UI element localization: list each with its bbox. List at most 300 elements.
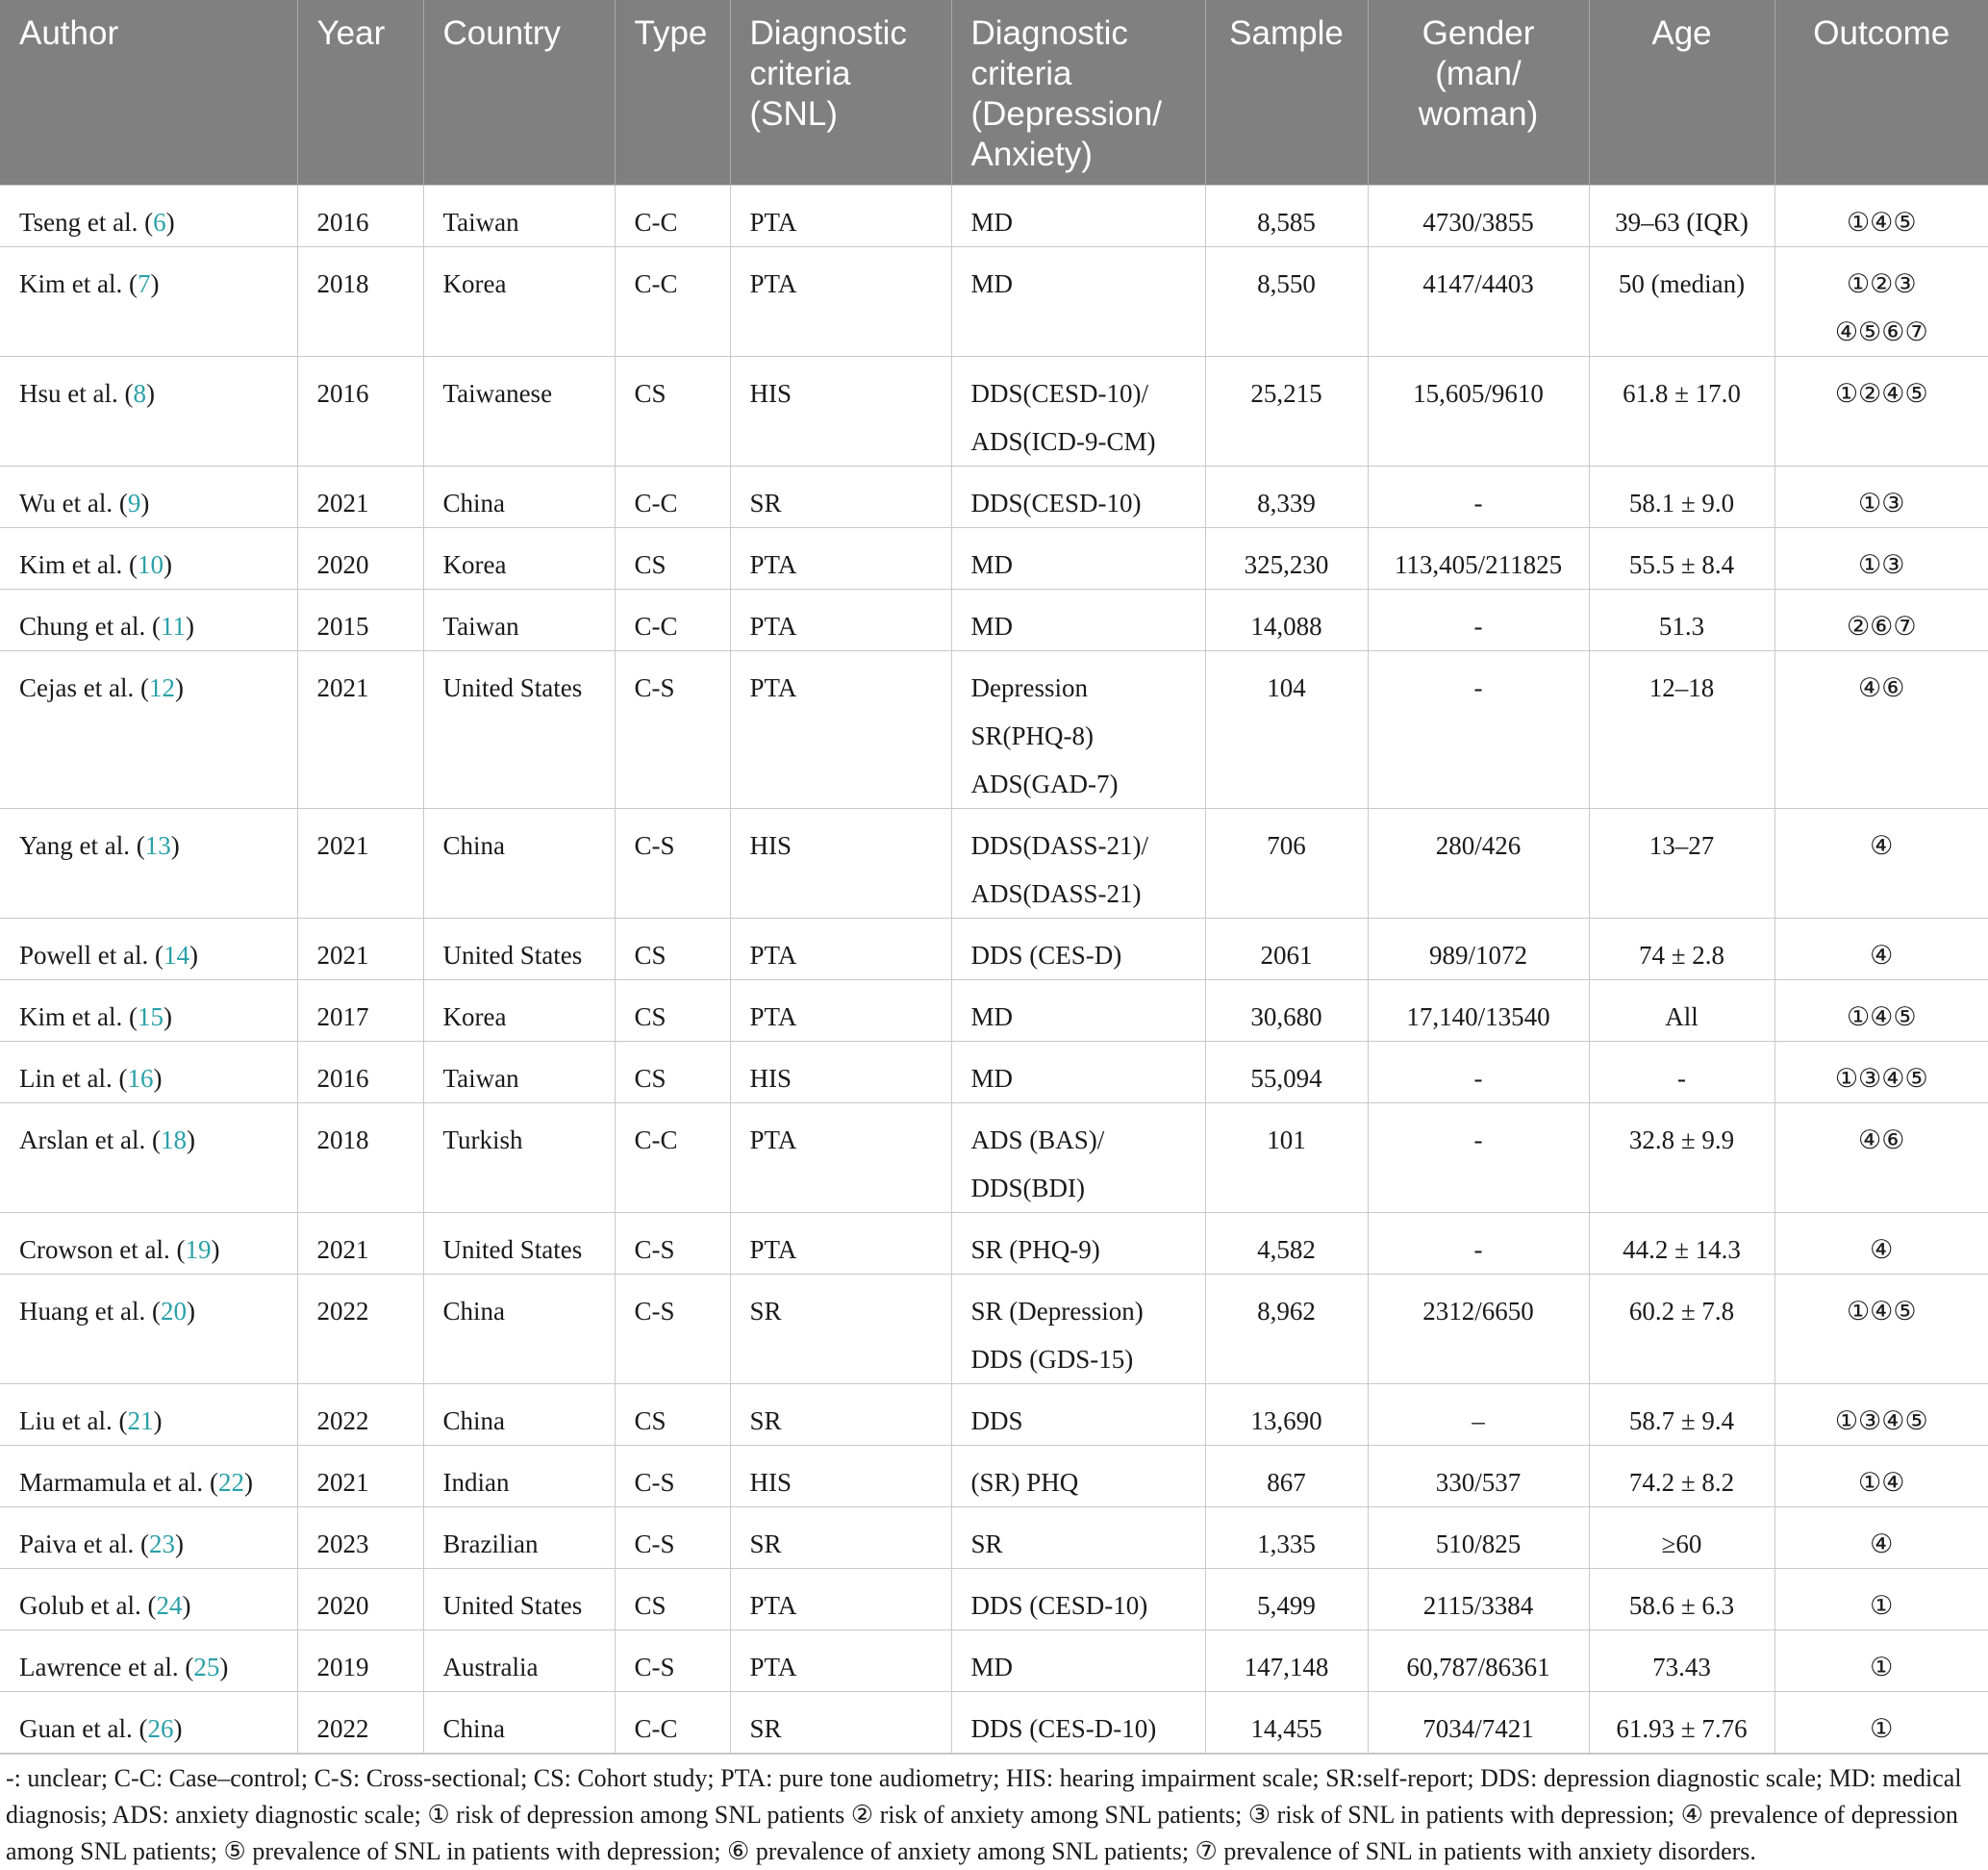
country-cell-text: Korea — [442, 1002, 507, 1031]
snl-criteria-cell — [730, 467, 951, 528]
year-cell-text: 2018 — [316, 269, 369, 298]
author-name: Golub et al. — [19, 1591, 141, 1620]
sample-cell-text: 25,215 — [1250, 379, 1322, 408]
year-cell-text: 2019 — [316, 1653, 369, 1681]
gender-cell — [1368, 1042, 1589, 1103]
gender-cell-text: 7034/7421 — [1422, 1714, 1534, 1743]
country-cell-text: Taiwan — [442, 1064, 519, 1093]
table-row — [0, 980, 1988, 1042]
country-cell — [423, 528, 615, 590]
sample-cell — [1205, 357, 1368, 467]
sample-cell-text: 5,499 — [1257, 1591, 1316, 1620]
type-cell — [615, 919, 730, 980]
depression-criteria-cell-line: DDS (CES-D) — [970, 941, 1122, 970]
header-line: (Depression/ — [970, 95, 1162, 133]
country-cell-text: Korea — [442, 550, 507, 579]
gender-cell-text: 15,605/9610 — [1413, 379, 1544, 408]
reference-link[interactable]: 18 — [160, 1125, 187, 1154]
country-cell-text: Indian — [442, 1468, 510, 1497]
outcome-cell — [1774, 1042, 1988, 1103]
gender-cell — [1368, 809, 1589, 919]
outcome-cell-line: ④⑥ — [1858, 673, 1905, 702]
age-cell-text: 32.8 ± 9.9 — [1628, 1125, 1735, 1154]
age-cell — [1589, 1275, 1774, 1384]
year-cell — [297, 467, 423, 528]
reference-link[interactable]: 10 — [137, 550, 164, 579]
snl-criteria-cell-text: PTA — [749, 1591, 797, 1620]
header-gender — [1368, 0, 1589, 186]
country-cell-text: United States — [442, 941, 583, 970]
header-line: Gender — [1422, 14, 1535, 52]
depression-criteria-cell — [951, 528, 1205, 590]
year-cell-text: 2021 — [316, 941, 369, 970]
type-cell — [615, 1384, 730, 1446]
year-cell — [297, 1103, 423, 1213]
year-cell — [297, 528, 423, 590]
country-cell — [423, 186, 615, 247]
gender-cell — [1368, 1507, 1589, 1569]
country-cell-text: China — [442, 831, 505, 860]
sample-cell-text: 55,094 — [1250, 1064, 1322, 1093]
year-cell — [297, 1042, 423, 1103]
country-cell-text: Brazilian — [442, 1529, 539, 1558]
sample-cell — [1205, 1692, 1368, 1754]
type-cell-text: C-S — [634, 673, 675, 702]
author-name: Guan et al. — [19, 1714, 133, 1743]
gender-cell-text: - — [1473, 612, 1483, 641]
year-cell-text: 2022 — [316, 1714, 369, 1743]
gender-cell — [1368, 980, 1589, 1042]
gender-cell-text: 113,405/211825 — [1394, 550, 1563, 579]
outcome-cell — [1774, 247, 1988, 357]
header-line: Type — [634, 14, 708, 52]
header-row — [0, 0, 1988, 186]
header-line: (SNL) — [749, 95, 838, 133]
country-cell — [423, 357, 615, 467]
reference-link[interactable]: 24 — [156, 1591, 183, 1620]
type-cell — [615, 247, 730, 357]
snl-criteria-cell — [730, 919, 951, 980]
sample-cell-text: 2061 — [1260, 941, 1313, 970]
depression-criteria-cell-line: MD — [970, 1064, 1014, 1093]
sample-cell-text: 8,585 — [1257, 208, 1316, 237]
table-body — [0, 186, 1988, 1754]
depression-criteria-cell-line: DDS(BDI) — [970, 1174, 1085, 1202]
age-cell-text: 60.2 ± 7.8 — [1628, 1297, 1735, 1326]
age-cell-text: 58.6 ± 6.3 — [1628, 1591, 1735, 1620]
country-cell-text: China — [442, 1297, 505, 1326]
type-cell — [615, 1692, 730, 1754]
year-cell — [297, 590, 423, 651]
country-cell-text: Taiwan — [442, 208, 519, 237]
age-cell — [1589, 1103, 1774, 1213]
age-cell-text: 12–18 — [1648, 673, 1715, 702]
table-row — [0, 590, 1988, 651]
table-row — [0, 1692, 1988, 1754]
snl-criteria-cell — [730, 528, 951, 590]
header-outcome — [1774, 0, 1988, 186]
country-cell — [423, 651, 615, 809]
country-cell — [423, 919, 615, 980]
type-cell-text: C-S — [634, 1468, 675, 1497]
author-name: Lin et al. — [19, 1064, 113, 1093]
gender-cell — [1368, 1630, 1589, 1692]
type-cell-text: C-S — [634, 1529, 675, 1558]
age-cell — [1589, 590, 1774, 651]
header-line: criteria — [749, 55, 851, 92]
reference-link[interactable]: 13 — [144, 831, 171, 860]
age-cell — [1589, 467, 1774, 528]
outcome-cell-line: ① — [1870, 1653, 1894, 1681]
age-cell-text: 55.5 ± 8.4 — [1628, 550, 1735, 579]
sample-cell — [1205, 1042, 1368, 1103]
gender-cell — [1368, 357, 1589, 467]
depression-criteria-cell — [951, 1384, 1205, 1446]
type-cell-text: C-C — [634, 489, 678, 518]
table-row — [0, 1569, 1988, 1630]
country-cell-text: Taiwan — [442, 612, 519, 641]
age-cell — [1589, 247, 1774, 357]
snl-criteria-cell — [730, 1384, 951, 1446]
table-row — [0, 247, 1988, 357]
header-diagnostic-criteria-snl — [730, 0, 951, 186]
outcome-cell-line: ④⑤⑥⑦ — [1834, 317, 1928, 346]
depression-criteria-cell — [951, 1275, 1205, 1384]
year-cell-text: 2021 — [316, 1235, 369, 1264]
type-cell — [615, 651, 730, 809]
type-cell — [615, 1275, 730, 1384]
country-cell — [423, 247, 615, 357]
sample-cell — [1205, 590, 1368, 651]
outcome-cell-line: ①②③ — [1846, 269, 1917, 298]
country-cell-text: United States — [442, 1235, 583, 1264]
country-cell — [423, 1507, 615, 1569]
table-row — [0, 1446, 1988, 1507]
snl-criteria-cell-text: PTA — [749, 1235, 797, 1264]
sample-cell-text: 14,455 — [1250, 1714, 1322, 1743]
gender-cell-text: 280/426 — [1435, 831, 1522, 860]
outcome-cell-line: ④ — [1870, 941, 1894, 970]
snl-criteria-cell-text: PTA — [749, 269, 797, 298]
table-row — [0, 1103, 1988, 1213]
year-cell — [297, 1507, 423, 1569]
sample-cell — [1205, 1275, 1368, 1384]
depression-criteria-cell-line: Depression — [970, 673, 1088, 702]
gender-cell — [1368, 1692, 1589, 1754]
country-cell — [423, 1213, 615, 1275]
author-cell: Kim et al. (7) — [0, 247, 297, 357]
sample-cell-text: 147,148 — [1244, 1653, 1329, 1681]
sample-cell-text: 104 — [1267, 673, 1306, 702]
snl-criteria-cell — [730, 1103, 951, 1213]
sample-cell — [1205, 1630, 1368, 1692]
snl-criteria-cell — [730, 651, 951, 809]
year-cell-text: 2021 — [316, 673, 369, 702]
type-cell — [615, 1630, 730, 1692]
sample-cell-text: 4,582 — [1257, 1235, 1316, 1264]
reference-link[interactable]: 21 — [127, 1406, 154, 1435]
outcome-cell-line: ①④⑤ — [1846, 1002, 1917, 1031]
reference-link[interactable]: 11 — [160, 612, 186, 641]
age-cell — [1589, 1630, 1774, 1692]
year-cell-text: 2020 — [316, 550, 369, 579]
snl-criteria-cell-text: SR — [749, 1529, 782, 1558]
outcome-cell-line: ①④⑤ — [1846, 208, 1917, 237]
sample-cell — [1205, 186, 1368, 247]
author-name: Cejas et al. — [19, 673, 135, 702]
depression-criteria-cell-line: SR (Depression) — [970, 1297, 1144, 1326]
reference-link[interactable]: 20 — [160, 1297, 187, 1326]
author-cell: Kim et al. (10) — [0, 528, 297, 590]
reference-link[interactable]: 26 — [147, 1714, 174, 1743]
header-line: Sample — [1229, 14, 1344, 52]
header-line: Age — [1651, 14, 1712, 52]
snl-criteria-cell — [730, 1569, 951, 1630]
author-name: Arslan et al. — [19, 1125, 146, 1154]
gender-cell-text: 4147/4403 — [1422, 269, 1534, 298]
year-cell — [297, 919, 423, 980]
table-row — [0, 1042, 1988, 1103]
header-line: woman) — [1418, 95, 1539, 133]
author-name: Yang et al. — [19, 831, 131, 860]
depression-criteria-cell — [951, 651, 1205, 809]
country-cell-text: Australia — [442, 1653, 539, 1681]
table-row — [0, 809, 1988, 919]
country-cell — [423, 1630, 615, 1692]
country-cell — [423, 1042, 615, 1103]
author-name: Powell et al. — [19, 941, 149, 970]
depression-criteria-cell-line: MD — [970, 550, 1014, 579]
depression-criteria-cell — [951, 809, 1205, 919]
depression-criteria-cell-line: DDS(CESD-10) — [970, 489, 1142, 518]
age-cell-text: 39–63 (IQR) — [1615, 208, 1749, 237]
snl-criteria-cell-text: HIS — [749, 1064, 793, 1093]
header-line: Anxiety) — [970, 136, 1093, 173]
reference-link[interactable]: 16 — [127, 1064, 154, 1093]
gender-cell — [1368, 1213, 1589, 1275]
header-line: Year — [316, 14, 386, 52]
snl-criteria-cell — [730, 1042, 951, 1103]
reference-link[interactable]: 8 — [133, 379, 146, 408]
outcome-cell-line: ①④⑤ — [1846, 1297, 1917, 1326]
year-cell-text: 2020 — [316, 1591, 369, 1620]
type-cell-text: C-S — [634, 831, 675, 860]
age-cell — [1589, 980, 1774, 1042]
snl-criteria-cell-text: PTA — [749, 208, 797, 237]
header-line: Diagnostic — [970, 14, 1128, 52]
country-cell — [423, 1103, 615, 1213]
header-line: criteria — [970, 55, 1072, 92]
gender-cell-text: - — [1473, 489, 1483, 518]
age-cell — [1589, 1384, 1774, 1446]
reference-link[interactable]: 9 — [127, 489, 141, 518]
depression-criteria-cell — [951, 1507, 1205, 1569]
type-cell-text: C-S — [634, 1653, 675, 1681]
type-cell — [615, 1446, 730, 1507]
snl-criteria-cell-text: SR — [749, 1406, 782, 1435]
depression-criteria-cell — [951, 467, 1205, 528]
outcome-cell-line: ① — [1870, 1591, 1894, 1620]
author-name: Liu et al. — [19, 1406, 113, 1435]
header-country — [423, 0, 615, 186]
age-cell-text: 58.7 ± 9.4 — [1628, 1406, 1735, 1435]
outcome-cell — [1774, 1692, 1988, 1754]
header-line: Country — [442, 14, 562, 52]
author-cell: Arslan et al. (18) — [0, 1103, 297, 1213]
reference-link[interactable]: 25 — [193, 1653, 220, 1681]
depression-criteria-cell-line: ADS(GAD-7) — [970, 770, 1119, 798]
country-cell — [423, 980, 615, 1042]
year-cell — [297, 1275, 423, 1384]
outcome-cell — [1774, 186, 1988, 247]
sample-cell-text: 13,690 — [1250, 1406, 1322, 1435]
reference-link[interactable]: 7 — [137, 269, 151, 298]
type-cell-text: CS — [634, 1064, 667, 1093]
gender-cell — [1368, 919, 1589, 980]
table-row — [0, 357, 1988, 467]
age-cell — [1589, 651, 1774, 809]
type-cell-text: CS — [634, 550, 667, 579]
snl-criteria-cell — [730, 1446, 951, 1507]
age-cell-text: 13–27 — [1648, 831, 1715, 860]
depression-criteria-cell — [951, 1042, 1205, 1103]
snl-criteria-cell-text: PTA — [749, 1002, 797, 1031]
reference-link[interactable]: 14 — [163, 941, 189, 970]
author-cell: Liu et al. (21) — [0, 1384, 297, 1446]
table-row — [0, 1213, 1988, 1275]
snl-criteria-cell-text: PTA — [749, 550, 797, 579]
depression-criteria-cell — [951, 1569, 1205, 1630]
outcome-cell — [1774, 1507, 1988, 1569]
year-cell-text: 2021 — [316, 1468, 369, 1497]
snl-criteria-cell — [730, 1213, 951, 1275]
snl-criteria-cell-text: PTA — [749, 612, 797, 641]
depression-criteria-cell-line: MD — [970, 208, 1014, 237]
header-author — [0, 0, 297, 186]
outcome-cell-line: ④ — [1870, 1235, 1894, 1264]
author-cell: Paiva et al. (23) — [0, 1507, 297, 1569]
gender-cell — [1368, 1569, 1589, 1630]
sample-cell-text: 8,550 — [1257, 269, 1316, 298]
snl-criteria-cell-text: PTA — [749, 1653, 797, 1681]
type-cell-text: C-C — [634, 612, 678, 641]
table-row — [0, 467, 1988, 528]
type-cell — [615, 1507, 730, 1569]
author-cell: Chung et al. (11) — [0, 590, 297, 651]
country-cell — [423, 1275, 615, 1384]
header-line: Author — [19, 14, 119, 52]
snl-criteria-cell-text: PTA — [749, 941, 797, 970]
reference-link[interactable]: 6 — [153, 208, 166, 237]
type-cell — [615, 1103, 730, 1213]
snl-criteria-cell — [730, 590, 951, 651]
sample-cell-text: 101 — [1267, 1125, 1306, 1154]
sample-cell — [1205, 809, 1368, 919]
year-cell-text: 2017 — [316, 1002, 369, 1031]
author-name: Wu et al. — [19, 489, 113, 518]
year-cell — [297, 980, 423, 1042]
reference-link[interactable]: 19 — [185, 1235, 212, 1264]
reference-link[interactable]: 15 — [137, 1002, 164, 1031]
outcome-cell-line: ①②④⑤ — [1834, 379, 1928, 408]
outcome-cell-line: ①④ — [1858, 1468, 1905, 1497]
reference-link[interactable]: 23 — [148, 1529, 175, 1558]
gender-cell-text: - — [1473, 1064, 1483, 1093]
depression-criteria-cell-line: DDS — [970, 1406, 1023, 1435]
depression-criteria-cell — [951, 919, 1205, 980]
year-cell-text: 2015 — [316, 612, 369, 641]
sample-cell — [1205, 1569, 1368, 1630]
type-cell-text: CS — [634, 1002, 667, 1031]
age-cell-text: 61.93 ± 7.76 — [1616, 1714, 1748, 1743]
reference-link[interactable]: 12 — [148, 673, 175, 702]
table-row — [0, 1507, 1988, 1569]
outcome-cell — [1774, 1213, 1988, 1275]
snl-criteria-cell — [730, 186, 951, 247]
type-cell-text: C-C — [634, 208, 678, 237]
author-name: Kim et al. — [19, 550, 123, 579]
author-cell: Kim et al. (15) — [0, 980, 297, 1042]
outcome-cell-line: ④ — [1870, 1529, 1894, 1558]
gender-cell-text: - — [1473, 1235, 1483, 1264]
depression-criteria-cell-line: MD — [970, 612, 1014, 641]
age-cell-text: 50 (median) — [1618, 269, 1746, 298]
author-cell: Huang et al. (20) — [0, 1275, 297, 1384]
gender-cell-text: - — [1473, 673, 1483, 702]
outcome-cell — [1774, 980, 1988, 1042]
gender-cell-text: 60,787/86361 — [1406, 1653, 1550, 1681]
country-cell — [423, 1692, 615, 1754]
gender-cell — [1368, 651, 1589, 809]
type-cell — [615, 980, 730, 1042]
gender-cell — [1368, 467, 1589, 528]
type-cell-text: CS — [634, 379, 667, 408]
header-line: Diagnostic — [749, 14, 907, 52]
depression-criteria-cell-line: ADS (BAS)/ — [970, 1125, 1105, 1154]
year-cell — [297, 1384, 423, 1446]
age-cell — [1589, 357, 1774, 467]
depression-criteria-cell-line: MD — [970, 1002, 1014, 1031]
snl-criteria-cell-text: PTA — [749, 1125, 797, 1154]
depression-criteria-cell — [951, 590, 1205, 651]
outcome-cell-line: ① — [1870, 1714, 1894, 1743]
type-cell-text: CS — [634, 1591, 667, 1620]
country-cell-text: China — [442, 1406, 505, 1435]
country-cell — [423, 1569, 615, 1630]
year-cell-text: 2022 — [316, 1297, 369, 1326]
gender-cell-text: 17,140/13540 — [1406, 1002, 1550, 1031]
type-cell-text: C-C — [634, 269, 678, 298]
reference-link[interactable]: 22 — [217, 1468, 244, 1497]
outcome-cell — [1774, 590, 1988, 651]
age-cell — [1589, 1213, 1774, 1275]
type-cell — [615, 809, 730, 919]
type-cell — [615, 528, 730, 590]
header-year — [297, 0, 423, 186]
age-cell — [1589, 1042, 1774, 1103]
age-cell — [1589, 1569, 1774, 1630]
header-diagnostic-criteria-depression-anxiety — [951, 0, 1205, 186]
country-cell-text: China — [442, 489, 505, 518]
sample-cell — [1205, 1103, 1368, 1213]
author-cell: Cejas et al. (12) — [0, 651, 297, 809]
outcome-cell — [1774, 1446, 1988, 1507]
table-row — [0, 1630, 1988, 1692]
depression-criteria-cell — [951, 1630, 1205, 1692]
depression-criteria-cell — [951, 980, 1205, 1042]
sample-cell — [1205, 528, 1368, 590]
snl-criteria-cell — [730, 1630, 951, 1692]
